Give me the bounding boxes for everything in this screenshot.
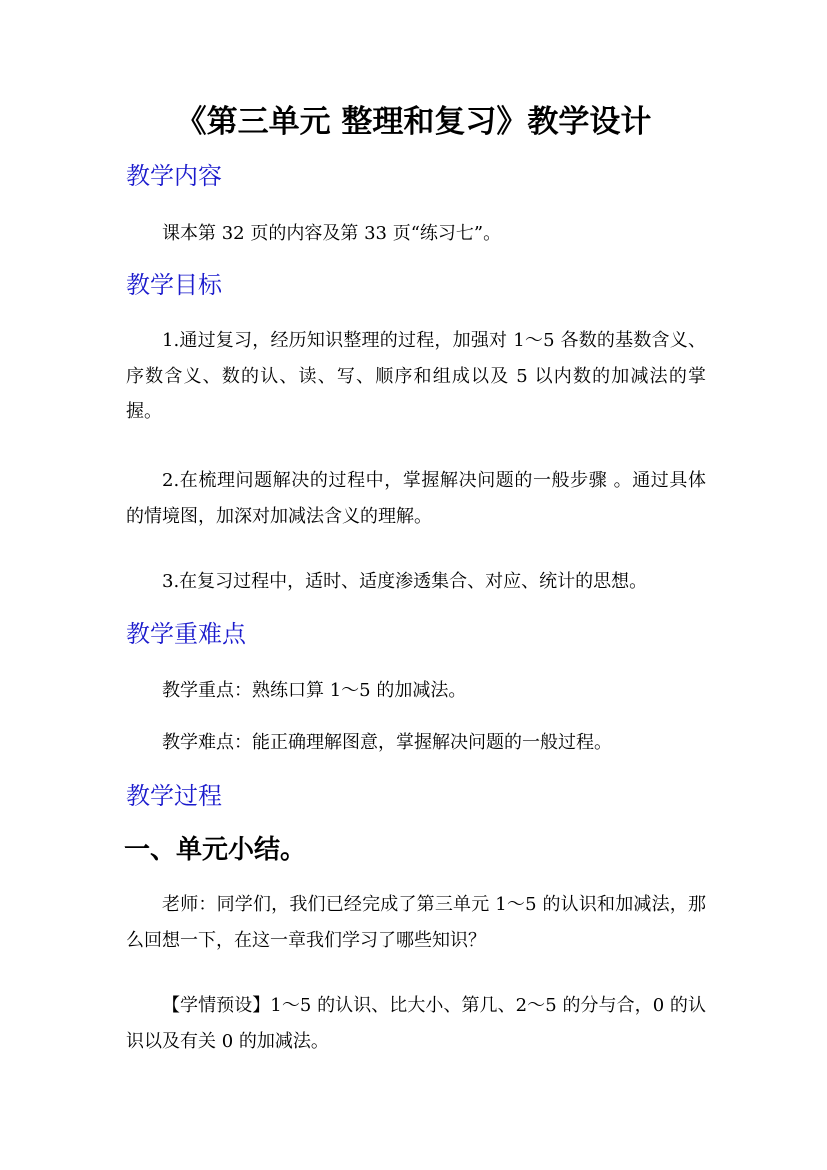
heading-teaching-process: 教学过程 [126,782,222,810]
objective-item-3: 3.在复习过程中，适时、适度渗透集合、对应、统计的思想。 [162,571,648,592]
difficulty-text: 教学难点：能正确理解图意，掌握解决问题的一般过程。 [162,732,612,753]
objective-item-1: 1.通过复习，经历知识整理的过程，加强对 1～5 各数的基数含义、序数含义、数的认、读、写、顺序和组成以及 5 以内数的加减法的掌握。 [126,330,706,422]
teaching-content-text: 课本第 32 页的内容及第 33 页“练习七”。 [162,223,502,244]
heading-key-points: 教学重难点 [126,620,246,648]
sub-heading-unit-summary: 一、单元小结。 [124,835,307,865]
heading-teaching-content: 教学内容 [126,162,222,190]
objective-item-2: 2.在梳理问题解决的过程中，掌握解决问题的一般步骤 。通过具体的情境图，加深对加减法含义的理解。 [126,470,706,527]
preset-text: 【学情预设】1～5 的认识、比大小、第几、2～5 的分与合，0 的认识以及有关 0 的加减法。 [126,995,706,1052]
teacher-dialogue: 老师：同学们，我们已经完成了第三单元 1～5 的认识和加减法，那么回想一下，在这一章我们学习了哪些知识？ [126,894,706,951]
heading-teaching-objectives: 教学目标 [126,271,222,299]
key-point-text: 教学重点：熟练口算 1～5 的加减法。 [162,680,467,701]
document-title: 《第三单元 整理和复习》教学设计 [175,104,652,140]
